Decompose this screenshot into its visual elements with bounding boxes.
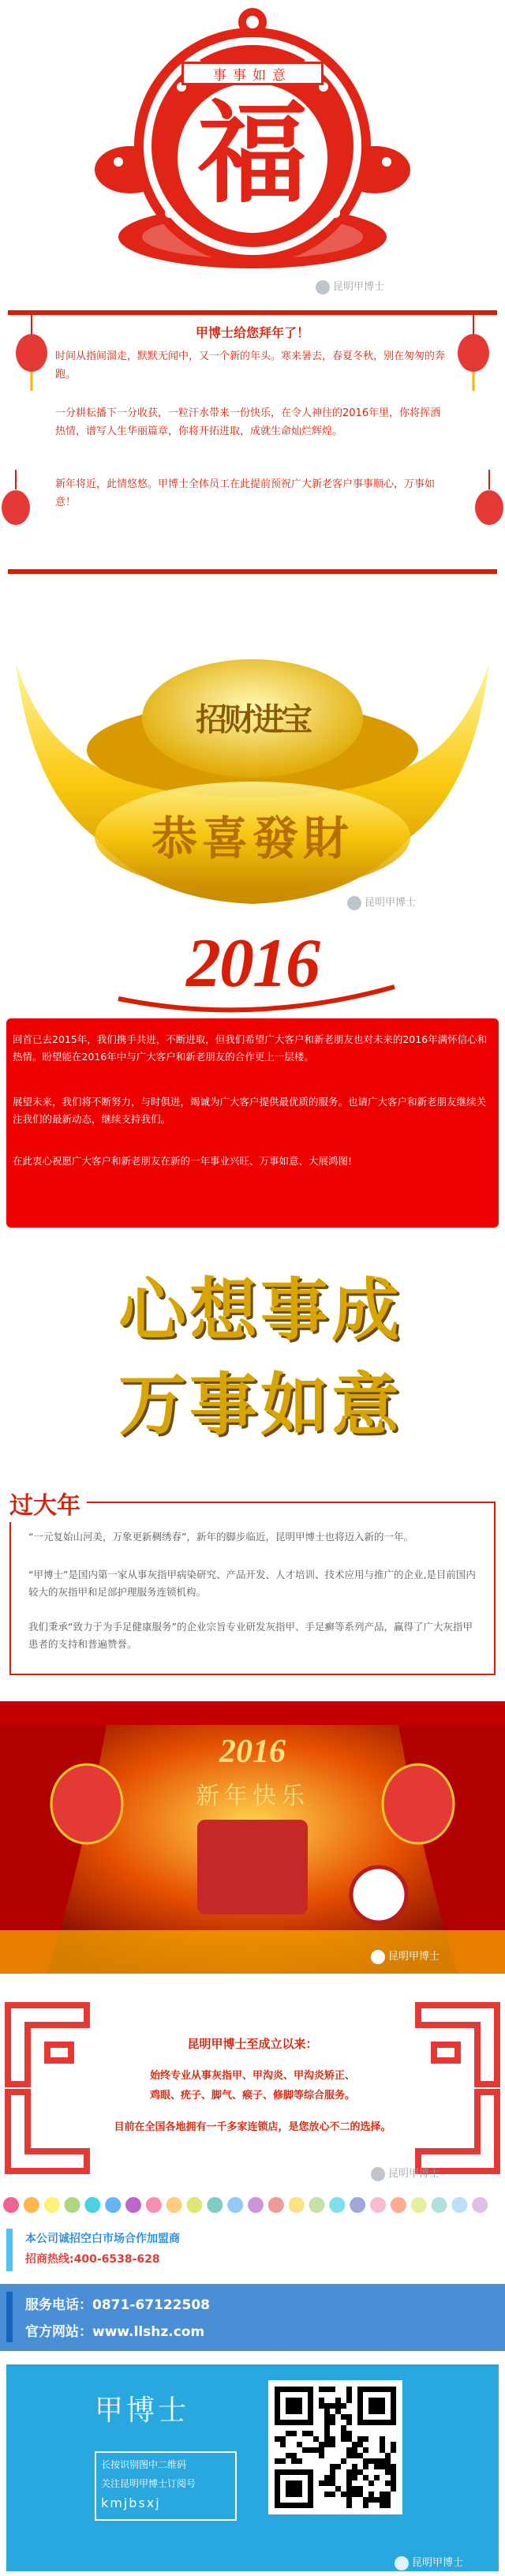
year-paragraph-2: 展望未来，我们将不断努力，与时俱进，竭诚为广大客户提供最优质的服务。也请广大客户和新老朋友继续关注我们的最新动态，继续支持我们。 bbox=[13, 1096, 487, 1125]
service-line-1: 始终专业从事灰指甲、甲沟炎、甲沟炎矫正、 bbox=[149, 2070, 355, 2082]
intro-badge: 过大年 bbox=[3, 1484, 87, 1522]
site-label: 官方网站： bbox=[25, 2324, 92, 2340]
letter-paragraph-3: 新年将近，此情悠悠。甲博士全体员工在此提前预祝广大新老客户事事顺心，万事如意！ bbox=[55, 478, 436, 508]
scroll-text: 事事如意 bbox=[213, 68, 292, 84]
divider-dot bbox=[391, 2197, 406, 2213]
letter-paragraph-2: 一分耕耘播下一分收获，一粒汗水带来一份快乐，在令人神往的2016年里，你将挥洒热情，谱写人生华丽篇章，你将开拓进取，成就生命灿烂辉煌。 bbox=[55, 407, 441, 437]
qr-code[interactable] bbox=[268, 2380, 402, 2514]
divider-dot bbox=[166, 2197, 182, 2213]
follow-text: 关注昆明甲博士订阅号 bbox=[101, 2478, 196, 2489]
divider-dot bbox=[370, 2197, 386, 2213]
watermark: 昆明甲博士 bbox=[371, 2165, 440, 2181]
divider-dot bbox=[65, 2197, 80, 2213]
divider-dot bbox=[24, 2197, 39, 2213]
service-title: 昆明甲博士至成立以来： bbox=[187, 2037, 318, 2051]
ingot-front-text: 恭喜發財 bbox=[151, 812, 354, 865]
year-paragraph-3: 在此衷心祝愿广大客户和新老朋友在新的一年事业兴旺、万事如意、大展鸿图! bbox=[13, 1155, 353, 1167]
recruit-accent-bar bbox=[6, 2229, 13, 2271]
paw-icon bbox=[347, 896, 361, 910]
divider-dot bbox=[84, 2197, 100, 2213]
divider-dot bbox=[125, 2197, 141, 2213]
stage-greeting: 新年快乐 bbox=[196, 1783, 309, 1810]
dots-divider bbox=[0, 2191, 505, 2219]
year-headline: 2016 bbox=[186, 925, 319, 1002]
divider-dot bbox=[411, 2197, 427, 2213]
phone-label: 服务电话： bbox=[25, 2297, 92, 2313]
paw-icon bbox=[371, 2167, 385, 2181]
golden-words-line-1: 心想事成 bbox=[118, 1270, 402, 1350]
divider-dot bbox=[207, 2197, 223, 2213]
letter-section bbox=[0, 304, 505, 580]
fu-character: 福 bbox=[196, 89, 308, 219]
divider-dot bbox=[187, 2197, 203, 2213]
contact-phone bbox=[25, 2293, 210, 2313]
service-line-2: 鸡眼、疣子、脚气、瘊子、修脚等综合服务。 bbox=[149, 2090, 355, 2102]
fu-banner bbox=[0, 0, 505, 304]
account-id: kmjbsxj bbox=[101, 2495, 161, 2510]
lantern-decor bbox=[0, 304, 505, 580]
divider-dot bbox=[289, 2197, 305, 2213]
divider-dot bbox=[350, 2197, 365, 2213]
footer-brand: 甲博士 bbox=[95, 2394, 190, 2427]
divider-dot bbox=[3, 2197, 19, 2213]
footer-panel bbox=[6, 2364, 499, 2571]
watermark: 昆明甲博士 bbox=[395, 2554, 463, 2570]
year-section bbox=[0, 924, 505, 1232]
golden-words-line-2: 万事如意 bbox=[118, 1365, 402, 1445]
intro-paragraph-2: “甲博士”是国内第一家从事灰指甲病染研究、产品开发、人才培训、技术应用与推广的企业,是目前国内较大的灰指甲和足部护理服务连锁机构。 bbox=[28, 1569, 476, 1598]
service-section bbox=[0, 1989, 505, 2187]
intro-section bbox=[0, 1484, 505, 1685]
divider-dot bbox=[44, 2197, 60, 2213]
contact-accent-bar bbox=[6, 2292, 13, 2342]
recruit-line-1: 本公司诚招空白市场合作加盟商 bbox=[25, 2233, 180, 2245]
divider-dot bbox=[432, 2197, 447, 2213]
golden-words-section bbox=[0, 1247, 505, 1468]
watermark: 昆明甲博士 bbox=[371, 1948, 440, 1964]
divider-dot bbox=[248, 2197, 264, 2213]
year-paragraph-1: 回首已去2015年，我们携手共进，不断进取，但我们希望广大客户和新老朋友也对未来的2016年满怀信心和热情。盼望能在2016年中与广大客户和新老朋友的合作更上一层楼。 bbox=[13, 1033, 488, 1063]
intro-paragraph-3: 我们秉承“致力于为手足健康服务”的企业宗旨专业研发灰指甲、手足癣等系列产品，赢得了广大灰指甲患者的支持和普遍赞誉。 bbox=[28, 1621, 473, 1650]
divider-dot bbox=[105, 2197, 121, 2213]
site-link[interactable]: www.llshz.com bbox=[92, 2324, 205, 2340]
intro-paragraph-1: “一元复始山河美，万象更新稠绣春”，新年的脚步临近，昆明甲博士也将迈入新的一年。 bbox=[28, 1531, 413, 1543]
recruit-section bbox=[0, 2222, 505, 2278]
watermark: 昆明甲博士 bbox=[316, 278, 384, 294]
divider-dot bbox=[451, 2197, 467, 2213]
service-line-3: 目前在全国各地拥有一千多家连锁店，是您放心不二的选择。 bbox=[114, 2121, 391, 2133]
ingot-section bbox=[0, 600, 505, 920]
divider-dot bbox=[268, 2197, 284, 2213]
contact-site bbox=[25, 2320, 204, 2340]
letter-title: 甲博士给您拜年了！ bbox=[195, 325, 309, 340]
divider-dot bbox=[227, 2197, 243, 2213]
year-swoosh bbox=[0, 924, 505, 1018]
qr-hint: 长按识别图中二维码 bbox=[101, 2459, 187, 2470]
watermark: 昆明甲博士 bbox=[347, 894, 416, 910]
divider-dot bbox=[329, 2197, 345, 2213]
gold-ingot-image bbox=[0, 600, 505, 920]
paw-icon bbox=[316, 280, 330, 294]
recruit-line-2: 招商热线:400-6538-628 bbox=[25, 2253, 160, 2266]
stage-year: 2016 bbox=[219, 1734, 286, 1770]
divider-dot bbox=[146, 2197, 162, 2213]
ingot-top-text: 招财进宝 bbox=[196, 701, 309, 738]
colored-dots bbox=[0, 2191, 505, 2219]
qr-code-icon bbox=[275, 2387, 396, 2508]
divider-dot bbox=[472, 2197, 488, 2213]
paw-icon bbox=[371, 1950, 385, 1964]
contact-section bbox=[0, 2284, 505, 2351]
stage-section bbox=[0, 1701, 505, 1974]
letter-paragraph-1: 时间从指间溜走，默默无闻中，又一个新的年头。寒来暑去，春夏冬秋，别在匆匆的奔跑。 bbox=[55, 351, 446, 381]
paw-icon bbox=[395, 2556, 409, 2570]
divider-dot bbox=[309, 2197, 325, 2213]
phone-number[interactable]: 0871-67122508 bbox=[92, 2297, 210, 2313]
footer-section bbox=[0, 2364, 505, 2576]
